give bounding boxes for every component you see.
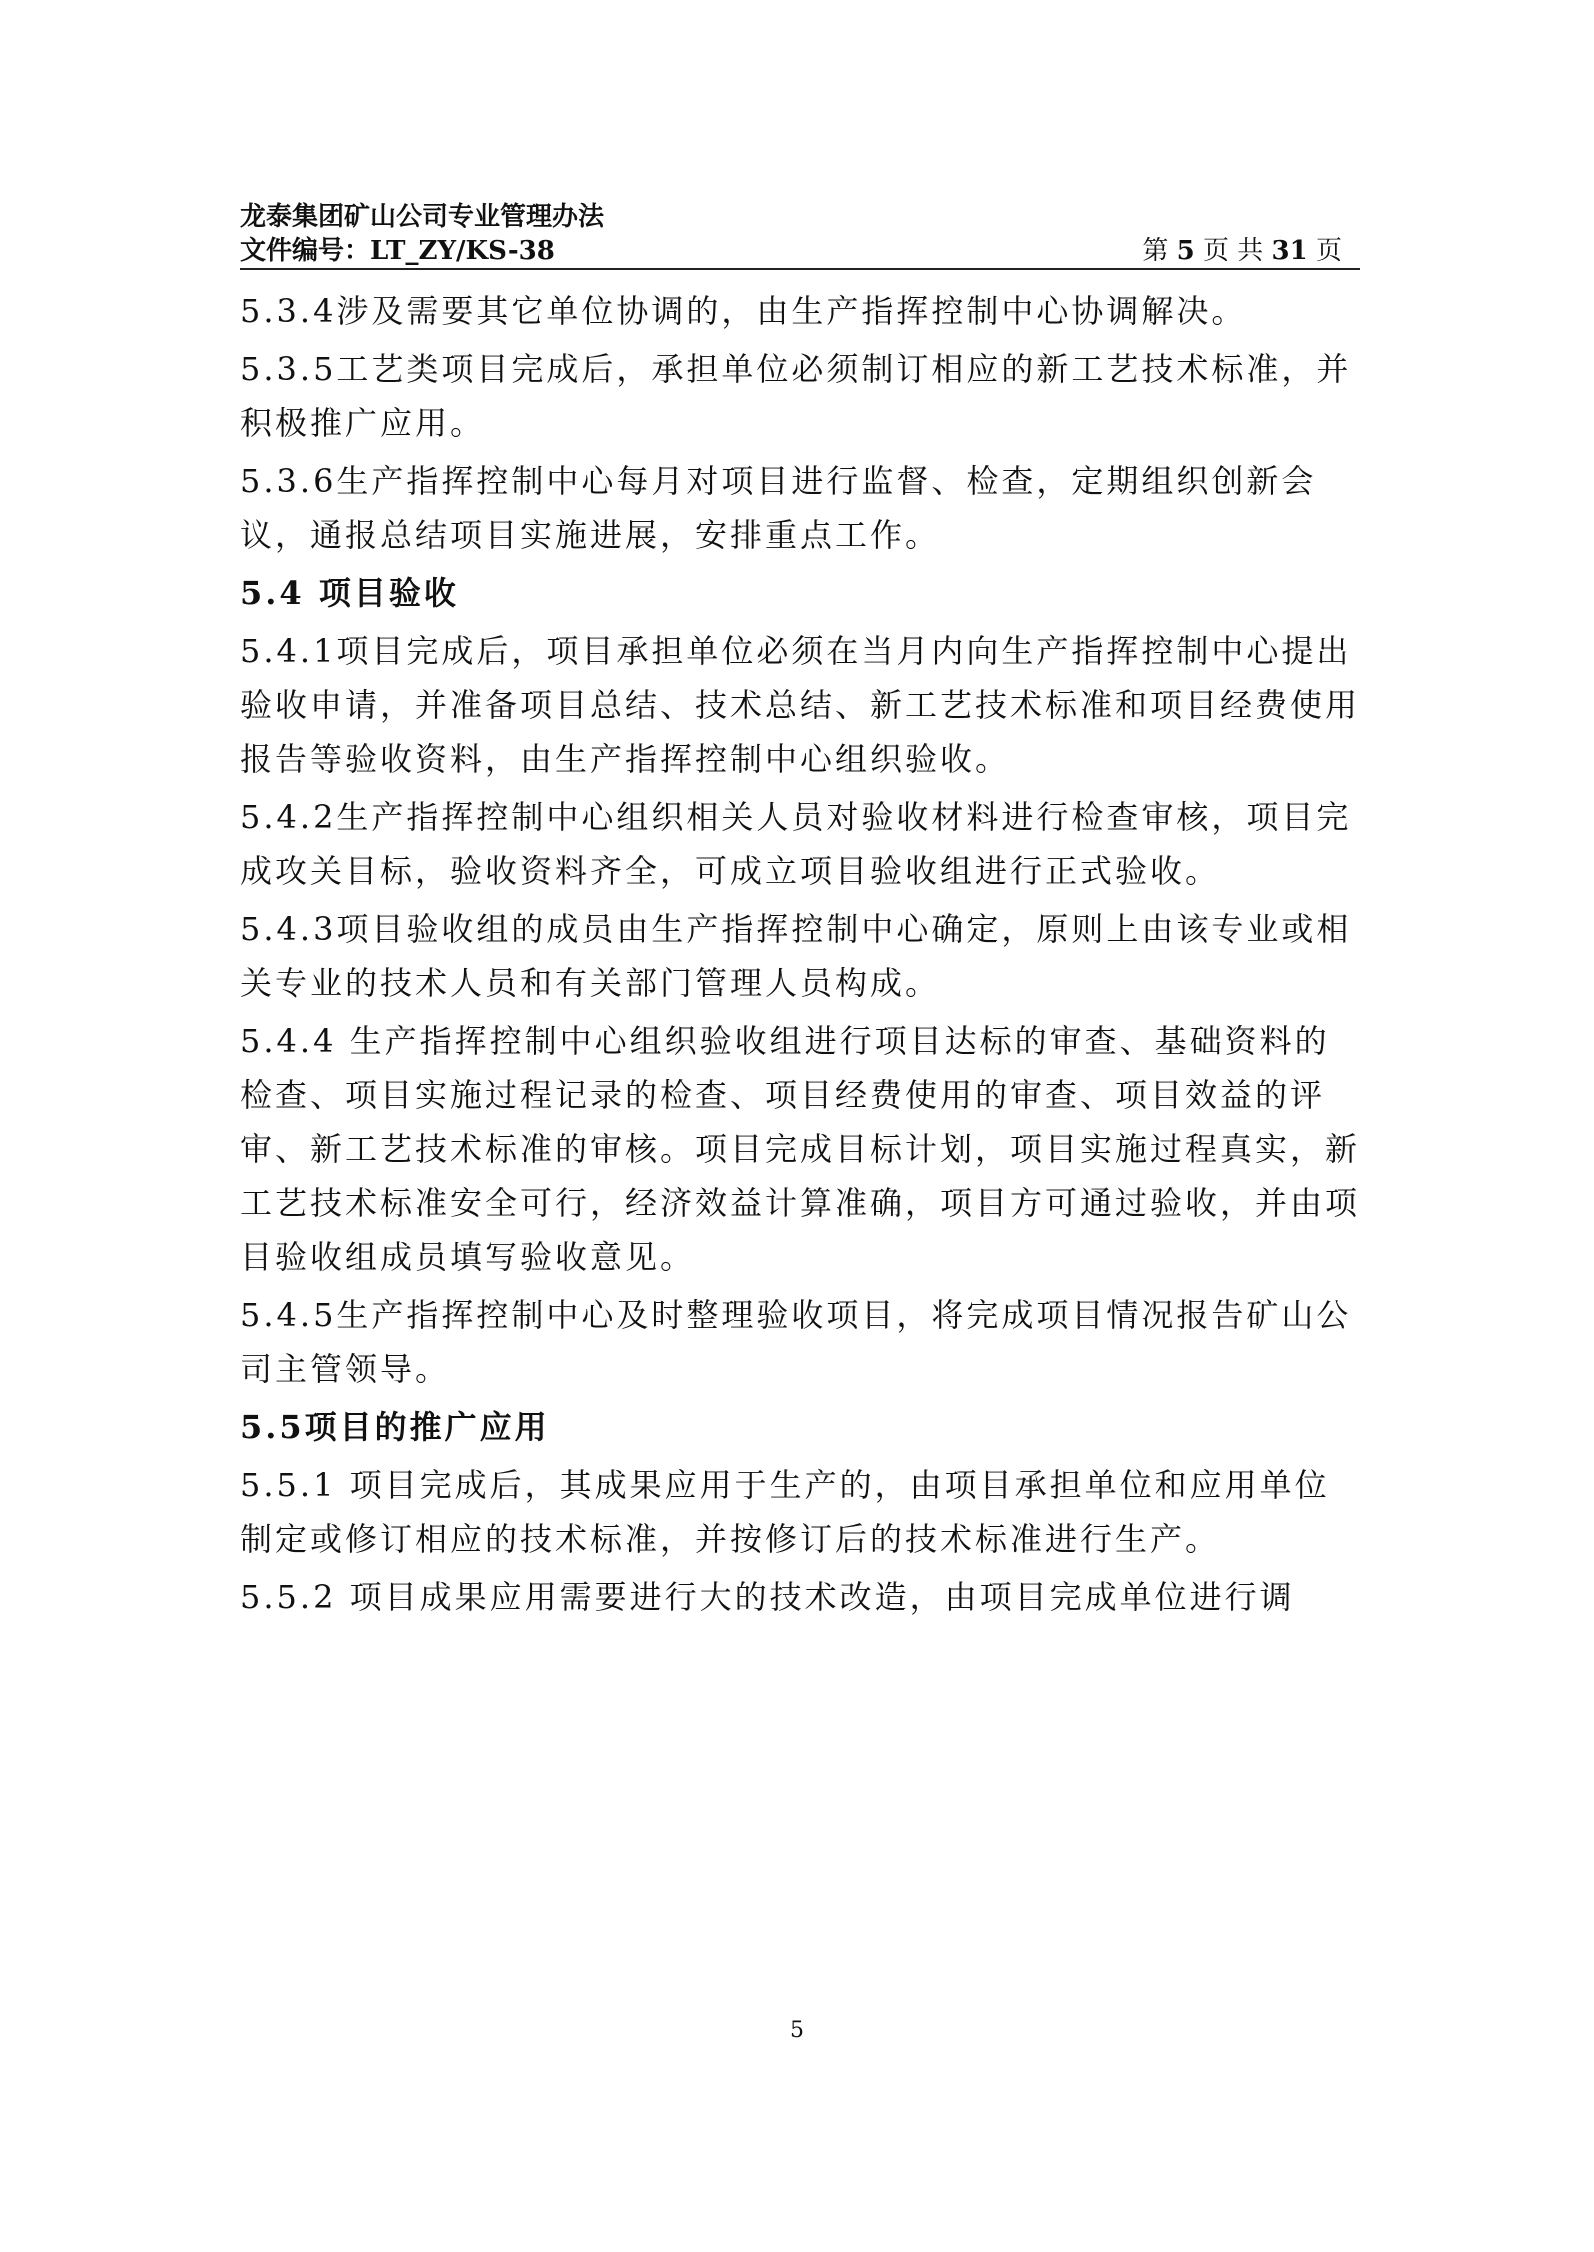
document-number: 文件编号：LT_ZY/KS-38 (240, 236, 555, 266)
company-title: 龙泰集团矿山公司专业管理办法 (240, 202, 605, 232)
clause-5-5-1: 5.5.1 项目完成后，其成果应用于生产的，由项目承担单位和应用单位制定或修订相应的技术标准，并按修订后的技术标准进行生产。 (240, 1466, 1330, 1558)
page-total: 31 (1271, 236, 1308, 266)
footer-page-number: 5 (790, 2018, 804, 2043)
page-header (240, 188, 1360, 270)
clause-5-3-5: 5.3.5工艺类项目完成后，承担单位必须制订相应的新工艺技术标准，并积极推广应用。 (240, 350, 1352, 442)
section-heading-5-5: 5.5项目的推广应用 (240, 1408, 550, 1446)
page-suffix: 页 (1315, 236, 1342, 266)
page-middle: 页 共 (1203, 236, 1264, 266)
clause-5-4-3: 5.4.3项目验收组的成员由生产指挥控制中心确定，原则上由该专业或相关专业的技术人员和有关部门管理人员构成。 (240, 910, 1352, 1002)
clause-5-3-4: 5.3.4涉及需要其它单位协调的，由生产指挥控制中心协调解决。 (240, 292, 1247, 330)
clause-5-4-5: 5.4.5生产指挥控制中心及时整理验收项目，将完成项目情况报告矿山公司主管领导。 (240, 1296, 1352, 1388)
page-current: 5 (1176, 236, 1195, 266)
clause-5-4-4: 5.4.4 生产指挥控制中心组织验收组进行项目达标的审查、基础资料的检查、项目实施过程记录的检查、项目经费使用的审查、项目效益的评审、新工艺技术标准的审核。项目完成目标计划，项目实施过程真实，新工艺技术标准安全可行，经济效益计算准确，项目方可通过验收，并由项目验收组成员填写验收意见。 (240, 1022, 1361, 1276)
clause-5-3-6: 5.3.6生产指挥控制中心每月对项目进行监督、检查，定期组织创新会议，通报总结项目实施进展，安排重点工作。 (240, 462, 1317, 554)
clause-5-5-2: 5.5.2 项目成果应用需要进行大的技术改造，由项目完成单位进行调 (240, 1578, 1295, 1616)
document-body (240, 284, 1360, 1628)
page-prefix: 第 (1142, 236, 1169, 266)
clause-5-4-1: 5.4.1项目完成后，项目承担单位必须在当月内向生产指挥控制中心提出验收申请，并准备项目总结、技术总结、新工艺技术标准和项目经费使用报告等验收资料，由生产指挥控制中心组织验收。 (240, 632, 1361, 778)
page-indicator (1142, 230, 1342, 267)
clause-5-4-2: 5.4.2生产指挥控制中心组织相关人员对验收材料进行检查审核，项目完成攻关目标，验收资料齐全，可成立项目验收组进行正式验收。 (240, 798, 1352, 890)
section-heading-5-4: 5.4 项目验收 (240, 574, 459, 612)
